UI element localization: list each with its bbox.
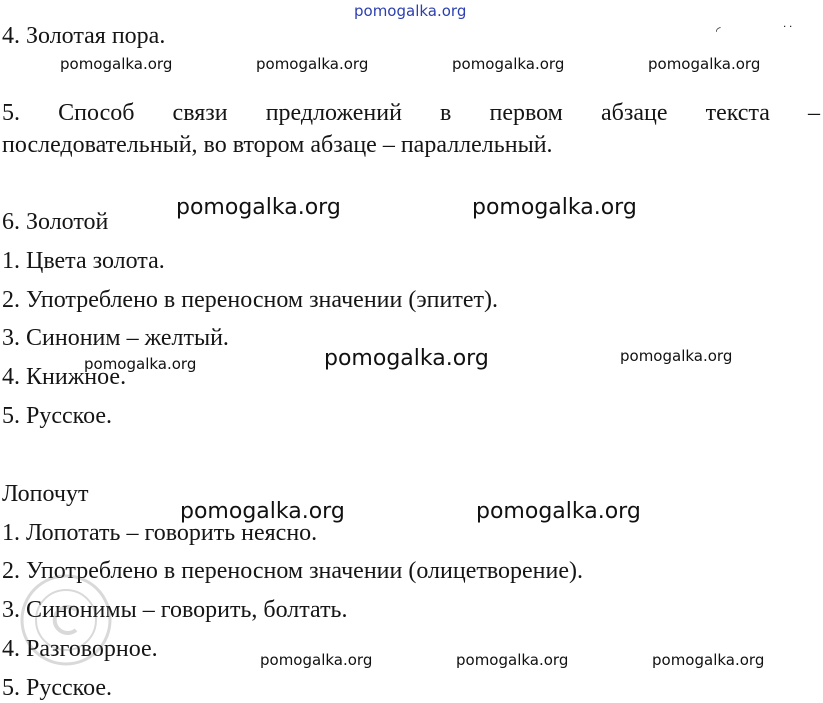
doc-line-7: 3. Синоним – желтый. — [2, 325, 229, 351]
watermark: pomogalka.org — [620, 347, 733, 365]
watermark: pomogalka.org — [648, 55, 761, 73]
doc-line-3: последовательный, во втором абзаце – параллельный. — [2, 132, 553, 158]
watermark: pomogalka.org — [260, 651, 373, 669]
watermark: pomogalka.org — [84, 355, 197, 373]
doc-line-8: 4. Книжное. — [2, 364, 127, 390]
watermark: pomogalka.org — [652, 651, 765, 669]
doc-line-5: 1. Цвета золота. — [2, 248, 165, 274]
doc-line-12: 2. Употреблено в переносном значении (олицетворение). — [2, 558, 583, 584]
doc-line-13: 3. Синонимы – говорить, болтать. — [2, 597, 348, 623]
doc-line-15: 5. Русское. — [2, 675, 113, 701]
doc-line-14: 4. Разговорное. — [2, 636, 158, 662]
doc-line-10: Лопочут — [2, 481, 89, 507]
watermark: pomogalka.org — [180, 499, 345, 524]
watermark: pomogalka.org — [452, 55, 565, 73]
doc-line-9: 5. Русское. — [2, 403, 113, 429]
watermark: pomogalka.org — [60, 55, 173, 73]
doc-line-1: 4. Золотая пора. — [2, 23, 166, 49]
doc-line-6: 2. Употреблено в переносном значении (эпитет). — [2, 287, 498, 313]
doc-line-11: 1. Лопотать – говорить неясно. — [2, 520, 318, 546]
watermark: pomogalka.org — [256, 55, 369, 73]
watermark: pomogalka.org — [472, 195, 637, 220]
doc-line-2: 5. Способ связи предложений в первом абзаце текста – — [2, 100, 820, 126]
watermark: pomogalka.org — [176, 195, 341, 220]
watermark-top: pomogalka.org — [354, 2, 467, 20]
doc-line-4: 6. Золотой — [2, 209, 109, 235]
copyright-seal-icon — [18, 572, 114, 668]
watermark: pomogalka.org — [456, 651, 569, 669]
watermark: pomogalka.org — [324, 346, 489, 371]
watermark: pomogalka.org — [476, 499, 641, 524]
corner-mark-icon: ◜ ˙˙ — [716, 24, 794, 38]
